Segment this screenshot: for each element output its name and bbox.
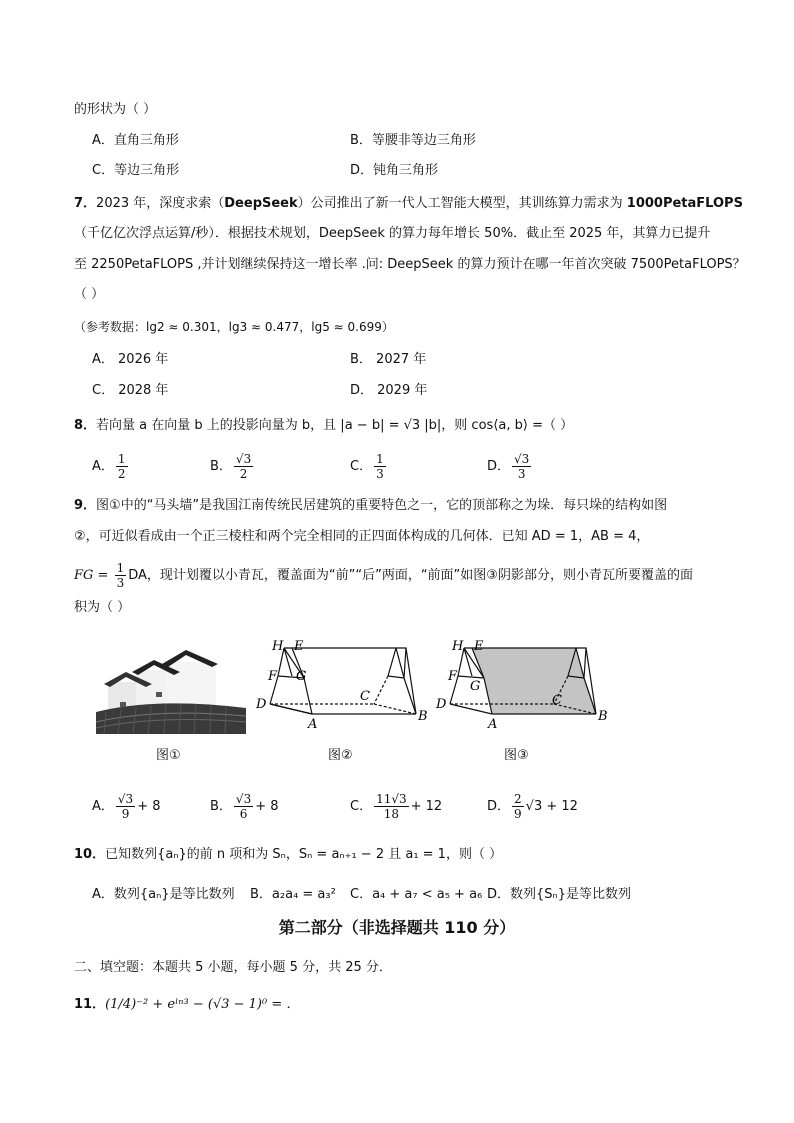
q8-text: 若向量 a 在向量 b 上的投影向量为 b，且 |a − b| = √3 |b|，则 cos⟨a, b⟩ =（ ）	[96, 418, 574, 433]
figure-2-solid	[254, 636, 434, 736]
q7-text-c: ）公司推出了新一代人工智能大模型，其训练算力需求为	[297, 196, 627, 211]
q9-d-den: 9	[514, 807, 522, 821]
q8-d-frac	[512, 452, 531, 481]
q9-line-2: ②，可近似看成由一个正三棱柱和两个完全相同的正四面体构成的几何体．已知 AD = 1，AB = 4，	[74, 529, 650, 544]
q8-d-num: √3	[514, 452, 530, 466]
q8-b-label: B．	[210, 459, 232, 474]
q9-fg: FG =	[74, 568, 113, 583]
q8-b-num: √3	[235, 452, 252, 466]
fig2-label-f: F	[268, 669, 278, 684]
fig3-label-h: H	[452, 639, 464, 654]
q8-option-b[interactable]	[210, 452, 255, 481]
q6-option-c[interactable]: C．等边三角形	[92, 163, 180, 178]
figure-3-caption: 图③	[504, 748, 529, 763]
q7-text-b: DeepSeek	[224, 196, 298, 211]
fig2-label-h: H	[272, 639, 284, 654]
q7-reference: （参考数据：lg2 ≈ 0.301，lg3 ≈ 0.477，lg5 ≈ 0.699）	[74, 320, 394, 334]
fig2-label-c: C	[360, 689, 370, 704]
q6-option-a[interactable]: A．直角三角形	[92, 133, 179, 148]
fig2-label-e: E	[294, 639, 304, 654]
q9-b-tail: + 8	[255, 799, 279, 814]
q7-option-d[interactable]: D． 2029 年	[350, 383, 428, 398]
section-title: 第二部分（非选择题共 110 分）	[278, 918, 516, 937]
q7-option-c[interactable]: C． 2028 年	[92, 383, 169, 398]
q8-b-den: 2	[239, 467, 248, 481]
figure-1-horsehead-wall	[96, 642, 246, 734]
q7-number: 7．	[74, 196, 97, 211]
q9-frac-num: 1	[116, 561, 125, 575]
fig3-label-g: G	[470, 679, 481, 694]
q9-c-frac	[374, 792, 409, 821]
q10-option-c[interactable]: C．a₄ + a₇ < a₅ + a₆	[350, 887, 483, 902]
q9-b-den: 6	[239, 807, 248, 821]
q6-option-d[interactable]: D．钝角三角形	[350, 163, 439, 178]
q9-c-den: 18	[383, 807, 399, 821]
q9-a-label: A．	[92, 799, 114, 814]
q9-line-4: 积为（ ）	[74, 600, 131, 615]
q8-c-den: 3	[376, 467, 384, 481]
fig3-label-c: C	[552, 693, 562, 708]
q9-c-tail: + 12	[410, 799, 443, 814]
q8-a-den: 2	[117, 467, 126, 481]
q6-tail: 的形状为（ ）	[74, 102, 157, 117]
q9-option-d[interactable]	[487, 792, 578, 821]
fig2-label-g: G	[296, 669, 307, 684]
fig2-label-a: A	[308, 717, 318, 732]
q6-option-b[interactable]: B．等腰非等边三角形	[350, 133, 476, 148]
fig3-label-e: E	[474, 639, 484, 654]
figure-3-solid-shaded	[434, 636, 614, 736]
q9-b-num: √3	[235, 792, 252, 806]
fig3-label-f: F	[448, 669, 458, 684]
q9-frac-den: 3	[116, 576, 125, 590]
q8-a-frac	[116, 452, 128, 481]
q9-b-label: B．	[210, 799, 232, 814]
fig3-label-b: B	[598, 709, 608, 724]
fig2-label-d: D	[256, 697, 267, 712]
q8-stem	[74, 416, 573, 436]
q9-d-tail: √3 + 12	[525, 799, 578, 814]
q9-a-frac	[116, 792, 135, 821]
q9-d-label: D．	[487, 799, 511, 814]
q8-option-d[interactable]	[487, 452, 533, 481]
q8-c-label: C．	[350, 459, 373, 474]
q10-option-a[interactable]: A．数列{aₙ}是等比数列	[92, 887, 235, 902]
part2-instruction: 二、填空题：本题共 5 小题，每小题 5 分，共 25 分．	[74, 960, 392, 975]
q7-text-d: 1000PetaFLOPS	[626, 196, 743, 211]
q8-d-den: 3	[517, 467, 526, 481]
q11-text: (1/4)⁻² + eˡⁿ³ − (√3 − 1)⁰ = ．	[105, 997, 300, 1012]
q10-option-b[interactable]: B．a₂a₄ = a₃²	[250, 887, 336, 902]
q9-line-3	[74, 561, 693, 590]
q8-a-label: A．	[92, 459, 114, 474]
q9-option-c[interactable]	[350, 792, 442, 821]
fig3-label-a: A	[488, 717, 498, 732]
q11-number: 11．	[74, 997, 106, 1012]
q8-b-frac	[234, 452, 253, 481]
q8-a-num: 1	[117, 452, 126, 466]
q9-a-den: 9	[121, 807, 130, 821]
q9-text-1: 图①中的“马头墙”是我国江南传统民居建筑的重要特色之一，它的顶部称之为垛．每只垛的结构如图	[96, 498, 668, 513]
q10-stem	[74, 845, 502, 865]
q8-option-c[interactable]	[350, 452, 388, 481]
figure-2-caption: 图②	[328, 748, 353, 763]
q10-option-d[interactable]: D．数列{Sₙ}是等比数列	[487, 887, 631, 902]
q7-line-4: （ ）	[74, 287, 105, 302]
fig2-label-b: B	[418, 709, 428, 724]
q9-a-num: √3	[117, 792, 134, 806]
q8-c-frac	[374, 452, 386, 481]
q8-c-num: 1	[376, 452, 384, 466]
fig3-label-d: D	[436, 697, 447, 712]
q9-line-1	[74, 496, 667, 516]
q7-option-a[interactable]: A． 2026 年	[92, 352, 169, 367]
q9-b-frac	[234, 792, 253, 821]
q9-option-b[interactable]	[210, 792, 279, 821]
q9-number: 9．	[74, 498, 97, 513]
q9-d-frac	[512, 792, 524, 821]
q8-option-a[interactable]	[92, 452, 130, 481]
q7-line-2: （千亿亿次浮点运算/秒）．根据技术规划，DeepSeek 的算力每年增长 50%．截止至 2025 年，其算力已提升	[74, 226, 711, 241]
q10-text: 已知数列{aₙ}的前 n 项和为 Sₙ，Sₙ = aₙ₊₁ − 2 且 a₁ = 1，则（ ）	[105, 847, 503, 862]
q7-option-b[interactable]: B． 2027 年	[350, 352, 427, 367]
q7-line-3: 至 2250PetaFLOPS ,并计划继续保持这一增长率 .问: DeepSeek 的算力预计在哪一年首次突破 7500PetaFLOPS？	[74, 257, 746, 272]
figure-1-caption: 图①	[156, 748, 181, 763]
q9-c-num: 11√3	[376, 792, 407, 806]
q11-stem	[74, 995, 299, 1015]
q9-c-label: C．	[350, 799, 373, 814]
q9-option-a[interactable]	[92, 792, 160, 821]
q9-a-tail: + 8	[137, 799, 161, 814]
q10-number: 10．	[74, 847, 106, 862]
q9-d-num: 2	[514, 792, 522, 806]
q9-frac	[115, 561, 127, 590]
q8-number: 8．	[74, 418, 97, 433]
q7-text-a: 2023 年，深度求索（	[96, 196, 225, 211]
q7-line-1	[74, 194, 743, 214]
q9-text-3: DA，现计划覆以小青瓦，覆盖面为“前”“后”两面，“前面”如图③阴影部分，则小青瓦所要覆盖的面	[128, 568, 693, 583]
q8-d-label: D．	[487, 459, 511, 474]
